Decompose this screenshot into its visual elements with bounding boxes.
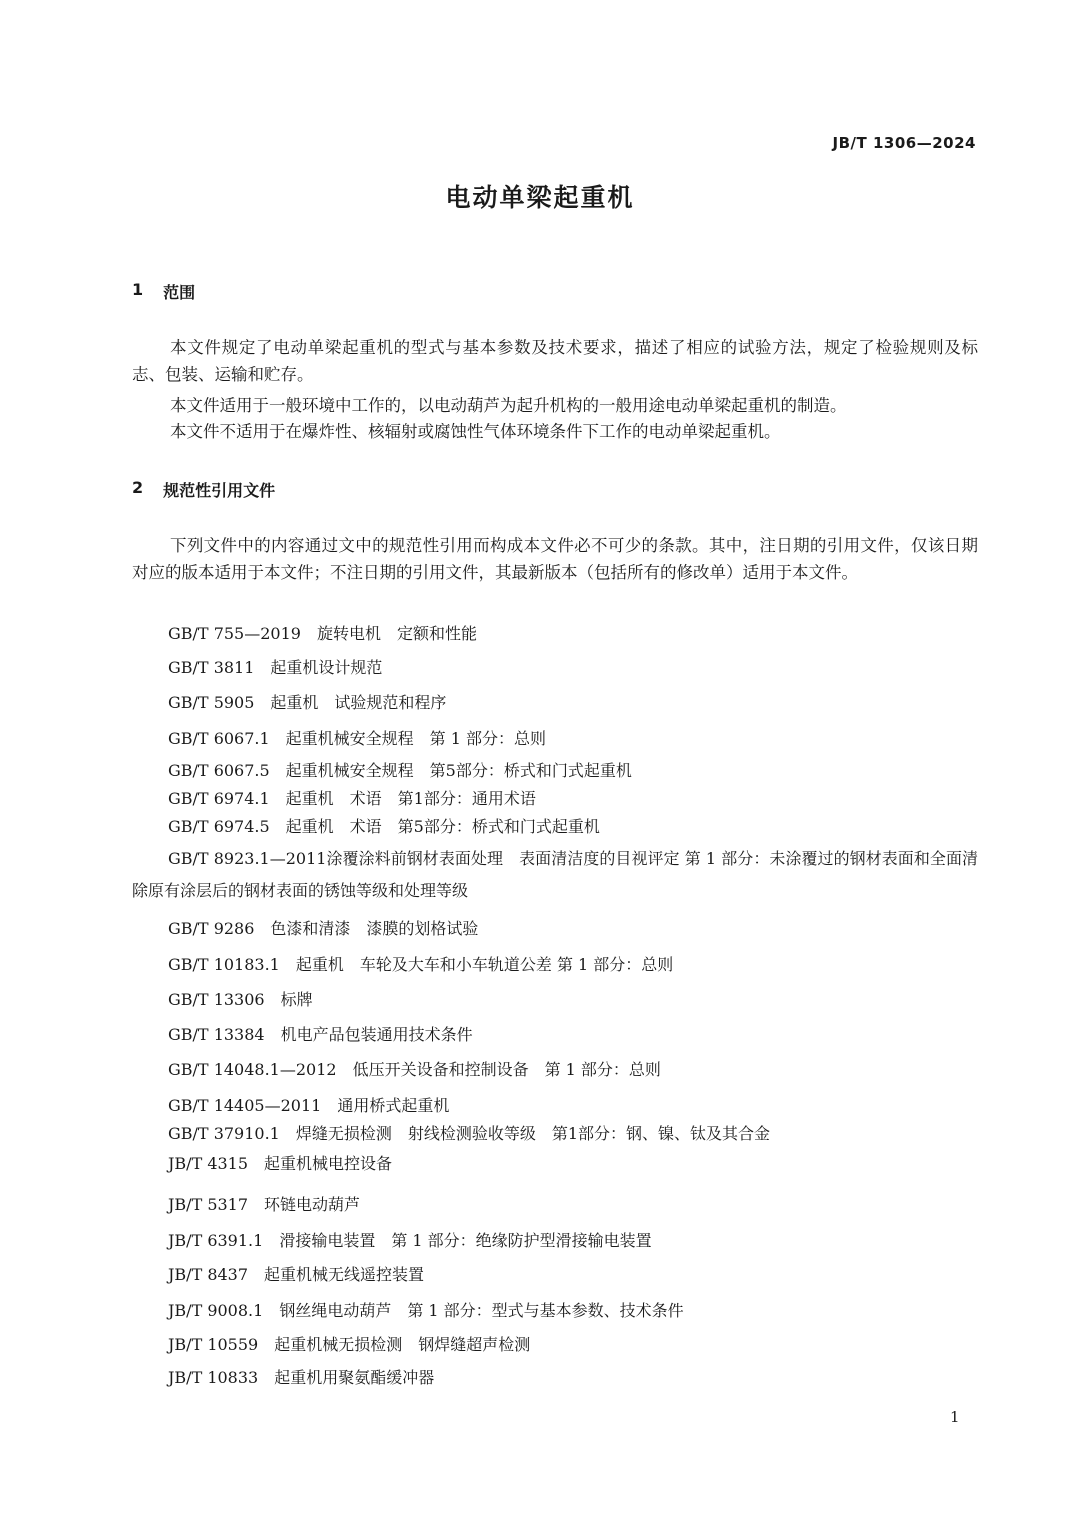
reference-item bbox=[168, 1150, 408, 1177]
reference-code: GB/T 5905 bbox=[168, 693, 255, 712]
scope-paragraph: 本文件适用于一般环境中工作的，以电动葫芦为起升机构的一般用途电动单梁起重机的制造。 bbox=[170, 396, 847, 415]
reference-title: 标牌 bbox=[280, 990, 313, 1009]
section-1-heading bbox=[132, 280, 195, 303]
reference-code: JB/T 9008.1 bbox=[168, 1301, 264, 1320]
page-title: 电动单梁起重机 bbox=[445, 183, 635, 212]
reference-item bbox=[132, 843, 978, 907]
reference-code: GB/T 13306 bbox=[168, 990, 265, 1009]
reference-item bbox=[168, 951, 689, 978]
reference-title: 起重机设计规范 bbox=[270, 658, 383, 677]
reference-title: 涂覆涂料前钢材表面处理 表面清洁度的目视评定 第 1 部分：未涂覆过的钢材表面和全面清除原有涂层后的钢材表面的锈蚀等级和处理等级 bbox=[132, 849, 978, 900]
reference-code: GB/T 9286 bbox=[168, 919, 255, 938]
reference-code: GB/T 14048.1—2012 bbox=[168, 1060, 337, 1079]
reference-title: 起重机械安全规程 第5部分：桥式和门式起重机 bbox=[285, 761, 632, 780]
reference-code: JB/T 10833 bbox=[168, 1368, 259, 1387]
reference-code: GB/T 6974.1 bbox=[168, 789, 270, 808]
reference-code: JB/T 6391.1 bbox=[168, 1231, 264, 1250]
reference-item bbox=[168, 1331, 546, 1358]
scope-paragraph: 本文件规定了电动单梁起重机的型式与基本参数及技术要求，描述了相应的试验方法，规定了检验规则及标志、包装、运输和贮存。 bbox=[132, 338, 978, 384]
reference-item bbox=[168, 654, 398, 681]
reference-item bbox=[168, 1227, 668, 1254]
reference-code: GB/T 6974.5 bbox=[168, 817, 270, 836]
reference-code: GB/T 14405—2011 bbox=[168, 1096, 322, 1115]
reference-item bbox=[168, 689, 462, 716]
reference-title: 起重机 术语 第1部分：通用术语 bbox=[285, 789, 536, 808]
reference-item bbox=[168, 915, 494, 942]
reference-title: 旋转电机 定额和性能 bbox=[316, 624, 477, 643]
reference-code: JB/T 10559 bbox=[168, 1335, 259, 1354]
reference-code: GB/T 10183.1 bbox=[168, 955, 280, 974]
reference-item bbox=[168, 1191, 376, 1218]
reference-code: GB/T 6067.1 bbox=[168, 729, 270, 748]
reference-title: 低压开关设备和控制设备 第 1 部分：总则 bbox=[352, 1060, 661, 1079]
reference-title: 起重机 试验规范和程序 bbox=[270, 693, 447, 712]
reference-code: JB/T 5317 bbox=[168, 1195, 249, 1214]
reference-item bbox=[168, 1120, 786, 1147]
scope-paragraph: 本文件不适用于在爆炸性、核辐射或腐蚀性气体环境条件下工作的电动单梁起重机。 bbox=[170, 422, 781, 441]
reference-code: JB/T 4315 bbox=[168, 1154, 249, 1173]
reference-title: 起重机械无线遥控装置 bbox=[264, 1265, 425, 1284]
reference-code: JB/T 8437 bbox=[168, 1265, 249, 1284]
section-title: 规范性引用文件 bbox=[163, 481, 276, 500]
reference-item bbox=[168, 620, 493, 647]
reference-item bbox=[168, 813, 616, 840]
reference-title: 滑接输电装置 第 1 部分：绝缘防护型滑接输电装置 bbox=[279, 1231, 652, 1250]
reference-item bbox=[168, 1021, 489, 1048]
reference-title: 起重机械电控设备 bbox=[264, 1154, 393, 1173]
reference-code: GB/T 755—2019 bbox=[168, 624, 301, 643]
document-code: JB/T 1306—2024 bbox=[832, 134, 976, 152]
reference-item bbox=[168, 757, 648, 784]
reference-code: GB/T 37910.1 bbox=[168, 1124, 280, 1143]
reference-title: 环链电动葫芦 bbox=[264, 1195, 361, 1214]
reference-title: 起重机械无损检测 钢焊缝超声检测 bbox=[274, 1335, 531, 1354]
reference-code: GB/T 6067.5 bbox=[168, 761, 270, 780]
reference-item bbox=[168, 1364, 450, 1391]
reference-code: GB/T 8923.1—2011 bbox=[168, 849, 327, 868]
section-2-heading bbox=[132, 478, 275, 501]
reference-item bbox=[168, 1297, 700, 1324]
page-number: 1 bbox=[950, 1408, 960, 1426]
reference-title: 焊缝无损检测 射线检测验收等级 第1部分：钢、镍、钛及其合金 bbox=[295, 1124, 771, 1143]
reference-title: 起重机用聚氨酯缓冲器 bbox=[274, 1368, 435, 1387]
reference-item bbox=[168, 986, 329, 1013]
reference-code: GB/T 13384 bbox=[168, 1025, 265, 1044]
reference-code: GB/T 3811 bbox=[168, 658, 255, 677]
reference-item bbox=[168, 1261, 440, 1288]
section-number: 2 bbox=[132, 478, 144, 497]
reference-title: 起重机 术语 第5部分：桥式和门式起重机 bbox=[285, 817, 600, 836]
references-intro: 下列文件中的内容通过文中的规范性引用而构成本文件必不可少的条款。其中，注日期的引用文件，仅该日期对应的版本适用于本文件；不注日期的引用文件，其最新版本（包括所有的修改单）适用于本文件。 bbox=[132, 536, 978, 582]
reference-title: 机电产品包装通用技术条件 bbox=[280, 1025, 473, 1044]
reference-item bbox=[168, 1092, 465, 1119]
reference-title: 色漆和清漆 漆膜的划格试验 bbox=[270, 919, 479, 938]
reference-title: 钢丝绳电动葫芦 第 1 部分：型式与基本参数、技术条件 bbox=[279, 1301, 684, 1320]
reference-title: 起重机 车轮及大车和小车轨道公差 第 1 部分：总则 bbox=[295, 955, 674, 974]
reference-title: 起重机械安全规程 第 1 部分：总则 bbox=[285, 729, 547, 748]
reference-title: 通用桥式起重机 bbox=[337, 1096, 450, 1115]
section-number: 1 bbox=[132, 280, 144, 299]
reference-item bbox=[168, 1056, 677, 1083]
reference-item bbox=[168, 785, 552, 812]
reference-item bbox=[168, 725, 562, 752]
section-title: 范围 bbox=[163, 283, 196, 302]
